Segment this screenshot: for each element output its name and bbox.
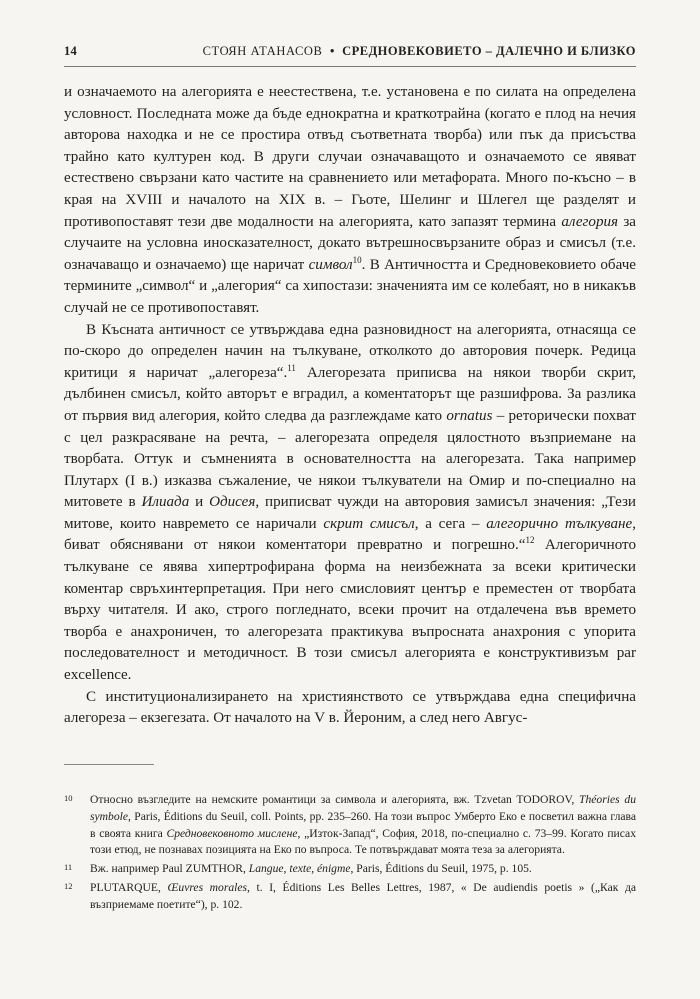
italic-title: Средновековното мислене	[166, 826, 298, 840]
text-run: , Paris, Éditions du Seuil, 1975, p. 105.	[350, 862, 532, 876]
text-run: , приписват чужди на авторовия замисъл значения: „Тези митове, които навремето се наричали	[64, 494, 636, 532]
footnote-ref-12[interactable]: 12	[525, 535, 535, 546]
text-run: Относно възгледите на немските романтици за символа и алегорията, вж. Tzvetan TODOROV,	[90, 793, 580, 806]
footnote-11	[64, 861, 636, 878]
text-run: , t. I, Éditions Les Belles Lettres, 1987, « De audiendis poetis » („Как да възприемаме поетите“), p. 102.	[90, 880, 636, 911]
paragraph-2	[64, 320, 636, 687]
header-rule	[64, 66, 636, 67]
footnote-rule	[64, 764, 154, 765]
italic-term: скрит смисъл	[323, 515, 415, 532]
header-book-title: СРЕДНОВЕКОВИЕТО – ДАЛЕЧНО И БЛИЗКО	[342, 44, 636, 58]
footnote-number: 12	[64, 880, 73, 891]
text-run: . В Античността и Средновековието обаче термините „символ“ и „алегория“ са хипостази: значенията им се колебаят, но в никакъв случай не се противопоставят.	[64, 256, 636, 316]
italic-term: алегория	[561, 213, 619, 230]
text-run: за случаите на условна иносказателност, докато вътрешносвързаните образ и смисъл (т.е. означаващо и означаемо) ще наричат	[64, 213, 636, 273]
italic-title: Илиада	[141, 494, 190, 511]
text-run: и означаемото на алегорията е неестествена, т.е. установена е по силата на определена условност. Последната може да бъде еднократна и краткотрайна (когато е плод на нечия авторова находка и не се простира отвъд съответната творба) или пък да присъства трайно като културен код. В други случаи означаващото и означаемото се явяват естествено свързани като частите на сравнението или метафората. Много по-късно – в края на XVIII и началото на XIX в. – Гьоте, Шелинг и Шлегел ще разделят и противопоставят тези две модалности на алегорията, като запазят термина	[64, 84, 636, 230]
italic-title: Œuvres morales	[167, 880, 248, 894]
text-run: , Paris, Éditions du Seuil, coll. Points, pp. 235–260. На този въпрос Умберто Еко е посветил важна глава в своята книга	[90, 809, 636, 840]
text-run: PLUTARQUE,	[90, 880, 168, 894]
text-run: С институционализирането на християнството се утвърждава една специфична алегореза – екзегезата. От началото на V в. Йероним, а след него Авгус-	[64, 688, 636, 727]
italic-title: Théories du symbole	[90, 793, 637, 823]
footnote-number: 11	[64, 862, 73, 873]
paragraph-1	[64, 82, 636, 320]
footnote-10	[64, 792, 636, 859]
footnote-ref-10[interactable]: 10	[352, 254, 362, 265]
running-title	[203, 44, 636, 59]
text-run: , биват обяснявани от някои коментатори превратно и погрешно.“	[64, 515, 636, 554]
italic-title: Одисея	[209, 494, 256, 511]
italic-term: символ	[308, 256, 353, 273]
text-run: – реторически похват с цел разкрасяване на речта, – алегорезата определя цялостното възприемане на творбата. Оттук и съмненията в основателността на алегорезата. Така например Плутарх (I в.) изказва съжаление, че някои тълкуватели на Омир и по-специално на митовете в	[64, 407, 636, 511]
paragraph-3	[64, 687, 636, 730]
text-run: Алегорезата приписва на някои творби скрит, дълбинен смисъл, който авторът е вградил, а коментаторът ще разшифрова. За разлика от първия вид алегория, който следва да разглеждаме като	[64, 364, 636, 424]
footnote-12	[64, 880, 636, 914]
text-run: , а сега –	[414, 515, 487, 532]
italic-term: алегорично тълкуване	[486, 515, 633, 532]
footnote-number: 10	[64, 793, 73, 803]
italic-term: ornatus	[446, 407, 493, 424]
text-run: Вж. например Paul ZUMTHOR,	[90, 862, 249, 876]
italic-title: Langue, texte, énigme	[248, 862, 351, 876]
header-author: СТОЯН АТАНАСОВ	[202, 44, 323, 58]
page-number: 14	[64, 44, 78, 58]
text-run: В Късната античност се утвърждава една разновидност на алегорията, отнасяща се по-скоро до определен начин на тълкуване, отколкото до авторовия почерк. Редица критици я наричат „алегореза“.	[64, 321, 636, 381]
main-text	[64, 82, 636, 730]
text-run: Алегоричното тълкуване се явява хипертрофирана форма на неизбежната за всеки критически коментар свръхинтерпретация. При него смисловият център е преместен от творбата върху читателя. И ако, строго погледнато, всеки прочит на отдалечена във времето творба е анахроничен, то алегорезата практикува въпросната анахрония с упорита последователност и методичност. В този смисъл алегорията е конструктивизъм par excellence.	[64, 537, 636, 684]
header-separator: •	[329, 44, 335, 58]
text-run: , „Изток-Запад“, София, 2018, по-специално с. 73–99. Когато писах този етюд, не познавах позицията на Еко по въпроса. Те потвърждават моята теза за алегорията.	[90, 826, 636, 857]
text-run: и	[189, 494, 210, 511]
footnote-ref-11[interactable]: 11	[287, 362, 296, 373]
footnotes	[64, 792, 636, 916]
